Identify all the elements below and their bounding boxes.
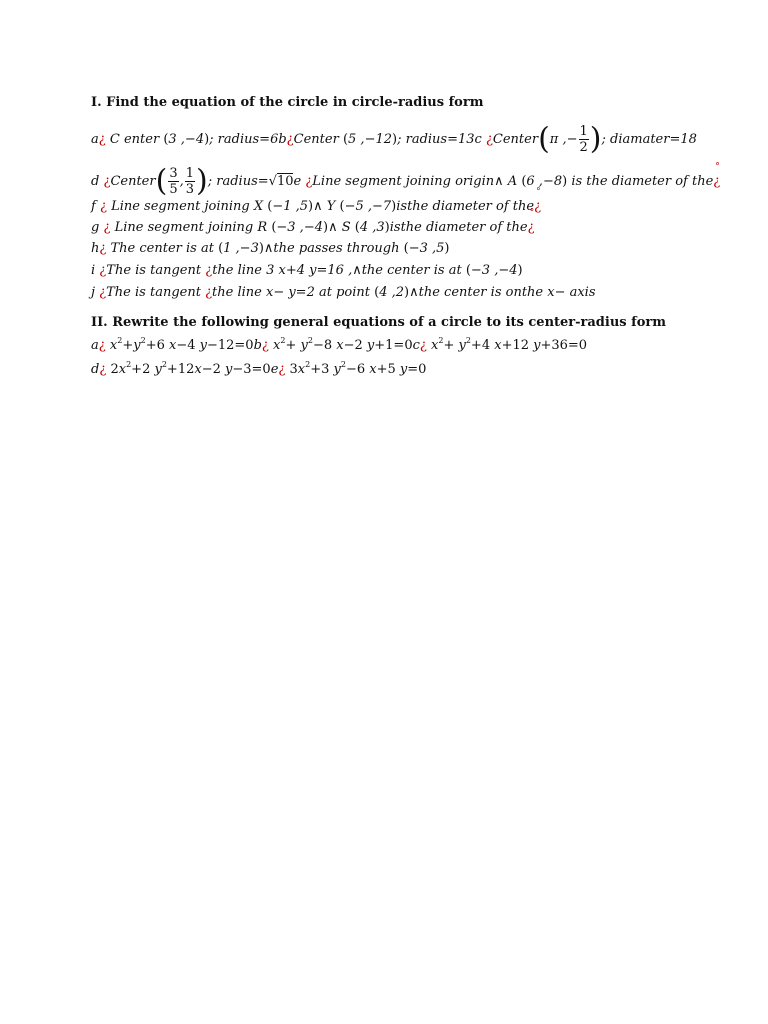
equation-line-de: d¿ $2x^2+2$ $y^2+12x-2$ y−3=0e¿ $3x^2+3$ $y^2-6$ x+5 y=0 <box>91 360 427 377</box>
problem-line-i: i ¿The is tangent ¿the line 3 x+4 y=16 ,∧the center is at (−3 ,−4) <box>91 263 523 278</box>
equation-line-abc: a¿ $x^2+y^2+6$ x−4 y−12=0b¿ $x^2+ y^2-8$ x−2 y+1=0c¿ $x^2+ y^2+4$ x+12 y+36=0 <box>91 336 588 353</box>
problem-line-g: g ¿ Line segment joining R (−3 ,−4)∧ S (4 ,3)isthe diameter of the¿ ° <box>91 221 535 234</box>
part1-heading: I. Find the equation of the circle in circle-radius form <box>91 95 484 110</box>
problem-line-h: h¿ The center is at (1 ,−3)∧the passes through (−3 ,5) <box>91 241 450 256</box>
part2-heading: II. Rewrite the following general equations of a circle to its center-radius form <box>91 315 667 330</box>
problem-line-f: f ¿ Line segment joining X (−1 ,5)∧ Y (−5 ,−7)isthe diameter of the¿ ° <box>91 200 541 213</box>
problem-line-j: j ¿The is tangent ¿the line x− y=2 at point (4 ,2)∧the center is onthe x− axis <box>91 285 596 300</box>
problem-line-de: d ¿Center( $\frac{3}{5}$ , $\frac{1}{3}$ ); radius=√10e ¿Line segment joining origin∧ A (6 ,−8) is the diameter of the¿ ° <box>91 166 720 197</box>
problem-line-abc: a¿ C enter (3 ,−4); radius=6b¿Center (5 ,−12); radius=13c ¿Center(π ,− $\frac{1}{2}$ ); diamater=18 <box>91 121 697 157</box>
